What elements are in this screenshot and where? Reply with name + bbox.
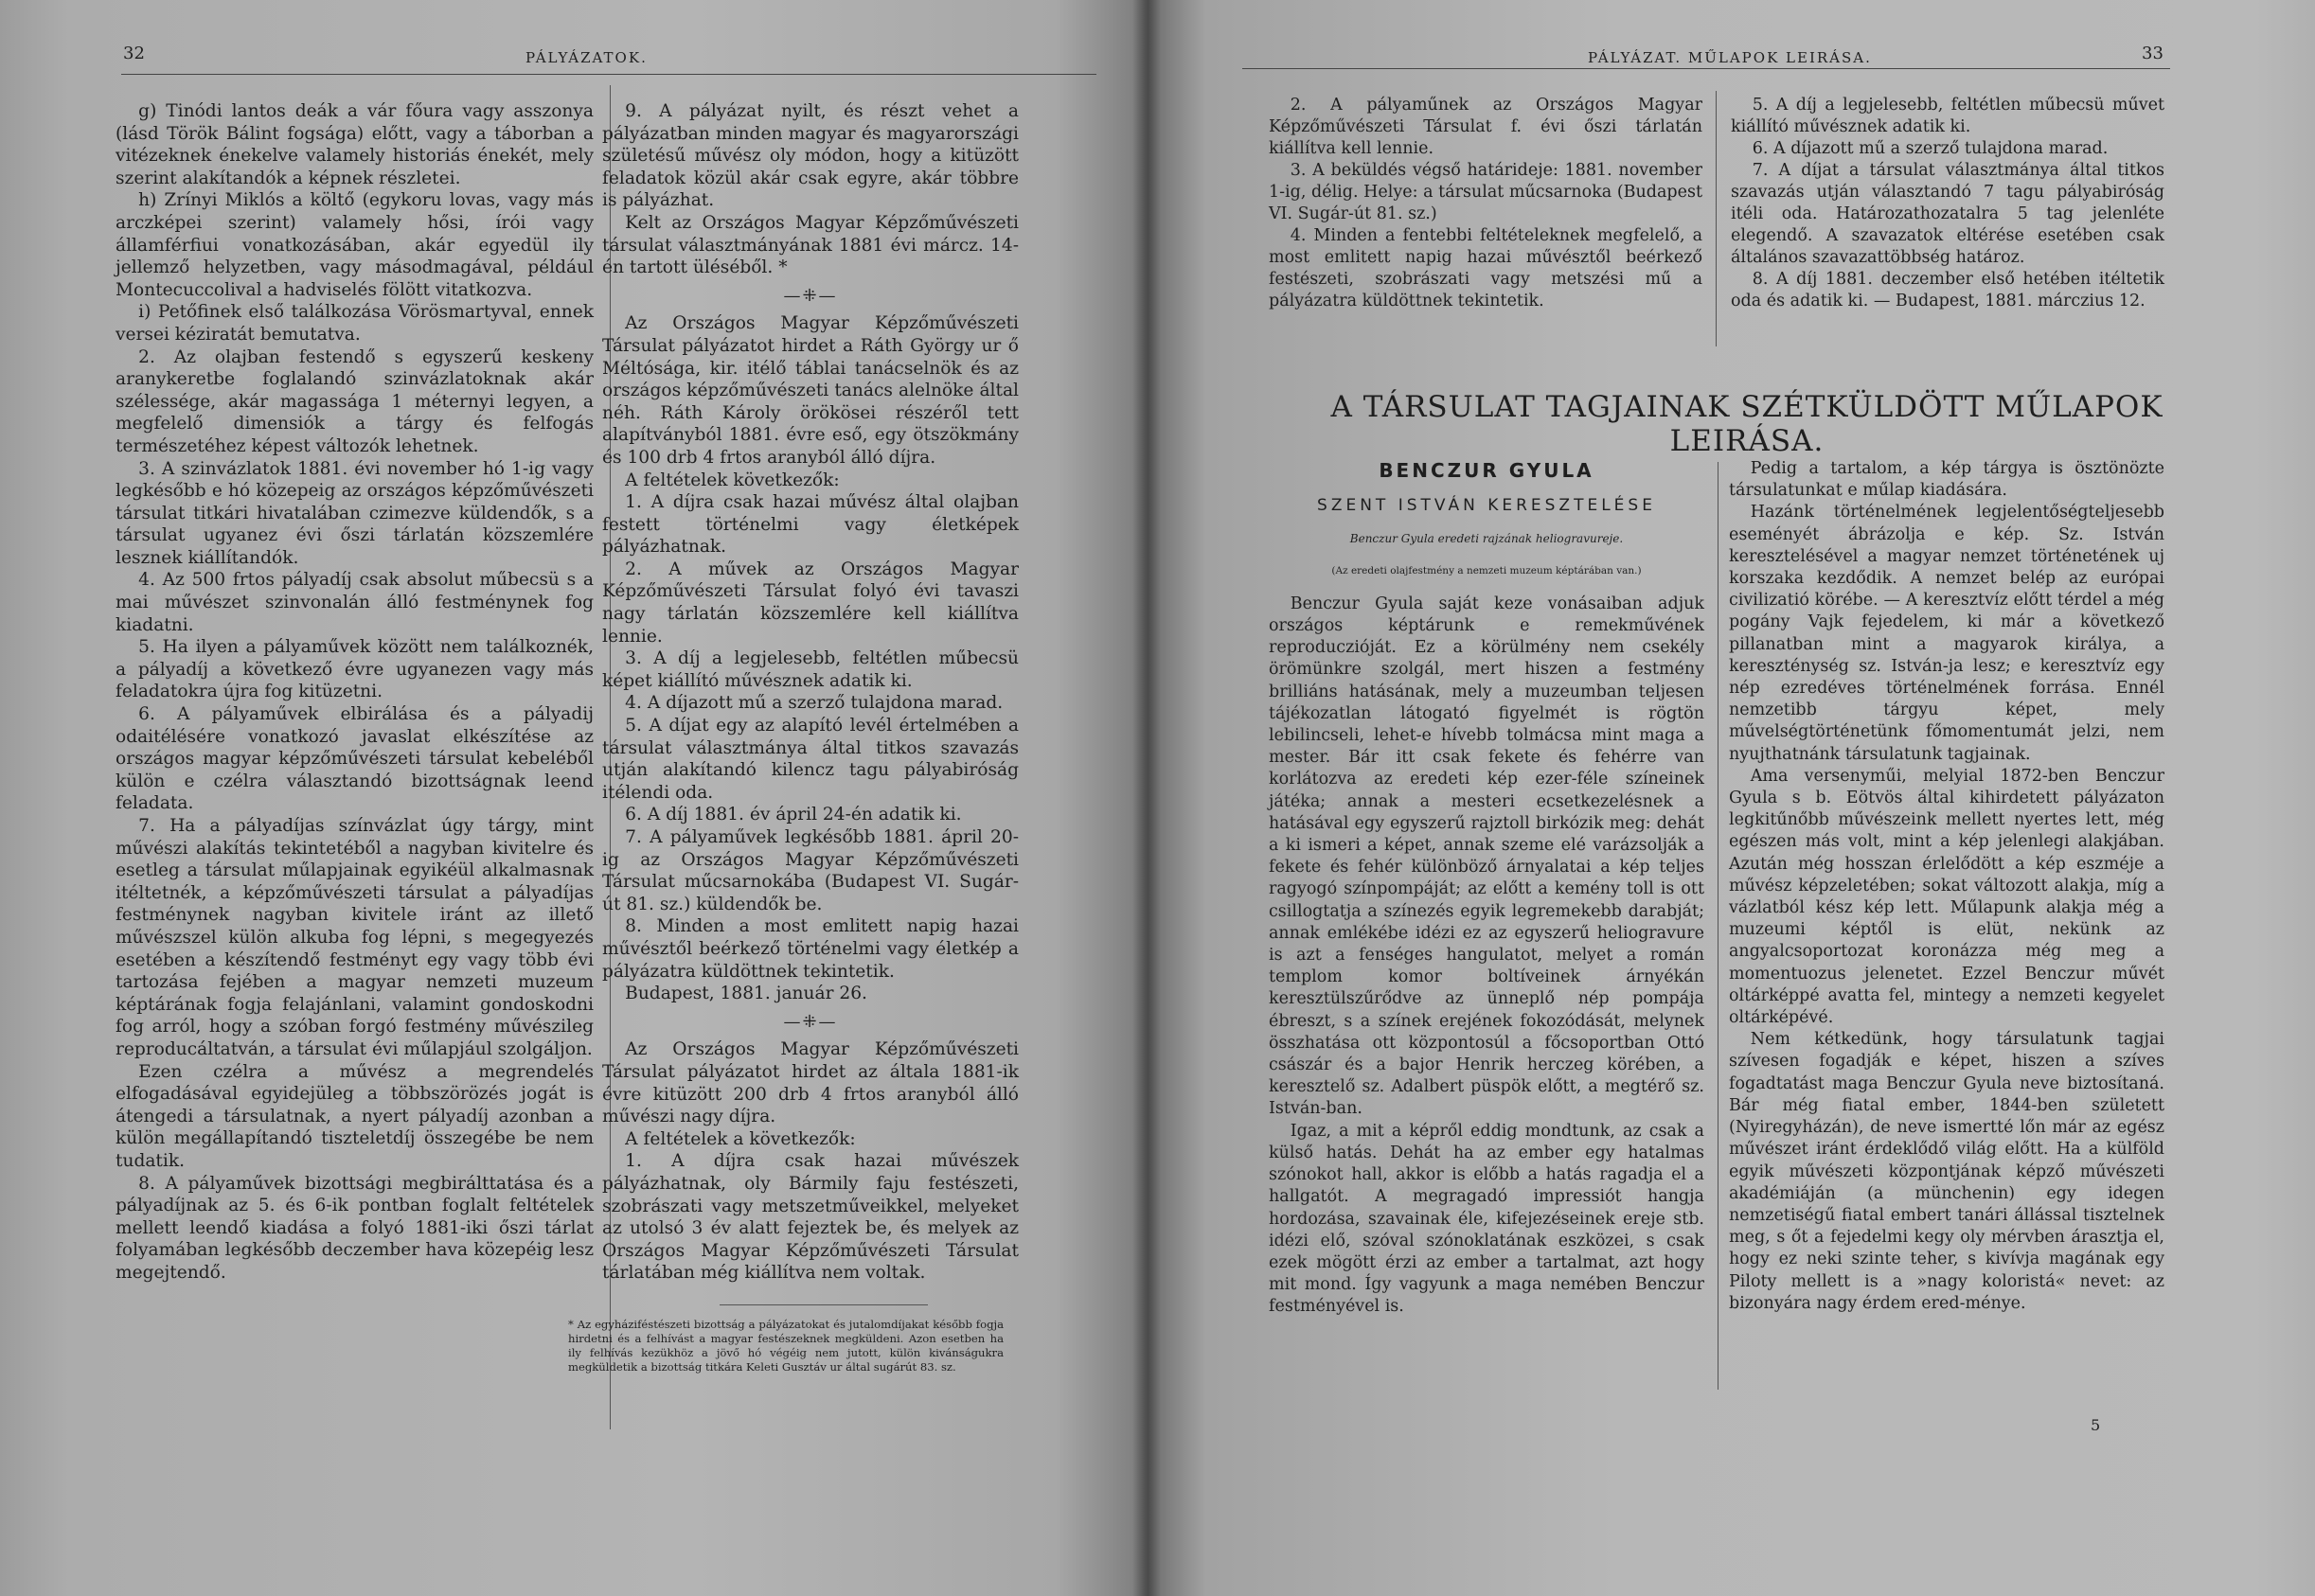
paragraph: Az Országos Magyar Képzőművészeti Társulat pályázatot hirdet a Ráth György ur ő Méltósága, kir. itélő táblai tanácselnök és az országos képzőművészeti tanács alelnöke által néh. Ráth Károly örökösei részéről tett alapítványból 1881. évre eső, egy ötszökmány és 100 drb 4 frtos aranyból álló díjra. <box>602 313 1019 468</box>
paragraph: i) Petőfinek első találkozása Vörösmartyval, ennek versei kéziratát bemutatva. <box>116 302 594 345</box>
paragraph: Kelt az Országos Magyar Képzőművészeti társulat választmányának 1881 évi márcz. 14-én tartott üléséből. * <box>602 212 1019 278</box>
paragraph: Hazánk történelmének legjelentőségteljesebb eseményét ábrázolja e kép. Sz. István keresztelésével a magyar nemzet történetének uj korszaka kezdődik. A nemzet belép az európai civilizatió körébe. — A keresztvíz előtt térdel a még pogány Vajk fejedelem, ki már a következő pillanatban mint a magyarok királya, a kereszténység sz. István-ja lesz; e keresztvíz egy nép ezredéves történelmének forrása. Ennél nemzetibb tárgyu képet, mely művelségtörténetünk főmomentumát jelzi, nem nyujthatnánk társulatunk tagjainak. <box>1729 503 2164 764</box>
plate-note: (Az eredeti olajfestmény a nemzeti muzeum képtárában van.) <box>1331 564 1642 576</box>
footnote: * Az egyháziféstészeti bizottság a pályázatokat és jutalomdíjakat később fogja hirdetni és a felhívást a magyar festészeknek megküldeni. Azon esetben ha ily felhívás kezükhöz a jövő hó végéig nem jutott, külön kivánságukra megküldetik a bizottság titkára Keleti Gusztáv ur által sugárút 83. sz. <box>568 1318 1004 1374</box>
plate-caption: Benczur Gyula eredeti rajzának heliogravureje. <box>1349 532 1624 546</box>
ornament: —⁜— <box>783 1011 838 1032</box>
paragraph: Ama versenyműi, melyial 1872-ben Benczur Gyula s b. Eötvös által kihirdetett pályázaton legkitűnőbb művészeink mellett nyertes lett, még egészen más volt, mint a kép jelenlegi alakjában. Azután még hosszan érlelődött a kép eszméje a művész képzeletében; sokat változott alakja, míg a vázlatból kész kép lett. Műlapunk alakja még a muzeumi képtől is elüt, nekünk az angyalcsoportozat koronázza még meg a momentuozus jelenetet. Ezzel Benczur művét oltárképpé avatta fel, mintegy a nemzeti kegyelet oltárképévé. <box>1729 766 2164 1028</box>
article-right-column <box>1729 458 2164 1315</box>
paragraph: 7. A pályaművek legkésőbb 1881. ápril 20-ig az Országos Magyar Képzőművészeti Társulat műcsarnokába (Budapest VI. Sugár-út 81. sz.) küldendők be. <box>602 827 1019 914</box>
left-page <box>0 0 1148 1596</box>
header-rule <box>121 74 1096 75</box>
artwork-title: SZENT ISTVÁN KERESZTELÉSE <box>1317 496 1656 516</box>
paragraph: 2. A pályaműnek az Országos Magyar Képzőművészeti Társulat f. évi őszi tárlatán kiállítva kell lennie. <box>1269 96 1702 158</box>
section-title: A TÁRSULAT TAGJAINAK SZÉTKÜLDÖTT MŰLAPOK LEIRÁSA. <box>1330 390 2164 458</box>
paragraph: 6. A díj 1881. év ápril 24-én adatik ki. <box>625 805 962 825</box>
paragraph: 4. Az 500 frtos pályadíj csak absolut műbecsü s a mai művészet szinvonalán álló festménynek fog kiadatni. <box>116 570 594 635</box>
paragraph: h) Zrínyi Miklós a költő (egykoru lovas, vagy más arczképei szerint) valamely hősi, írói vagy államférfiui vonatkozásában, akár egyedül ily jellemző helyzetben, vagy másodmagával, például Montecuccolival a hadviselés fölött vitatkozva. <box>116 190 594 300</box>
book-gutter <box>1132 0 1161 1596</box>
left-column-1 <box>116 100 594 1284</box>
paragraph: 8. Minden a most emlitett napig hazai művésztől beérkező történelmi vagy életkép a pályázatra küldöttnek tekintetik. <box>602 916 1019 982</box>
paragraph: A feltételek a következők: <box>625 1128 856 1149</box>
paragraph: Az Országos Magyar Képzőművészeti Társulat pályázatot hirdet az általa 1881-ik évre kitüzött 200 drb 4 frtos aranyból álló művészi nagy díjra. <box>602 1039 1019 1127</box>
page-number: 33 <box>2142 44 2164 63</box>
footnote-rule <box>720 1304 928 1305</box>
running-head: PÁLYÁZATOK. <box>525 49 648 66</box>
paragraph: 7. Ha a pályadíjas színvázlat úgy tárgy, mint művészi alakítás tekintetéből a nagyban kivitelre és esetleg a társulat műlapjainak egyikéül alkalmasnak itéltetnék, a képzőművészeti társulat a pályadíjas festménynek nagyban kivitele iránt az illető művészszel külön alkuba fog lépni, s megegyezés esetében a készítendő festményt egy vagy több évi tartozása fejében a magyar nemzeti muzeum képtárának fogja felajánlani, valamint gondoskodni fog arról, hogy a szóban forgó festmény művészileg reproducáltatván, a társulat évi műlapjául szolgáljon. <box>116 816 594 1059</box>
left-column-2 <box>602 100 1019 1285</box>
paragraph: Igaz, a mit a képről eddig mondtunk, az csak a külső hatás. Dehát ha az ember egy hatalmas szónokot hall, akkor is előbb a hatás ragadja el a hallgatót. A megragadó impressiót hangja hordozása, szavainak éle, kifejezéseinek ereje stb. idézi elő, szóval szónoklatának eszközei, s csak ezek mögött érzi az ember a tartalmat, azt hogy mit mond. Így vagyunk a maga nemében Benczur festményével is. <box>1269 1121 1704 1317</box>
paragraph: Budapest, 1881. január 26. <box>625 984 867 1004</box>
paragraph: 6. A pályaművek elbirálása és a pályadij odaitélésére vonatkozó javaslat elkészítése az országos magyar képzőművészeti társulat kebeléből külön e czélra választandó bizottságnak leend feladata. <box>116 704 594 814</box>
paragraph: A feltételek következők: <box>625 470 840 490</box>
paragraph: 3. A beküldés végső határideje: 1881. november 1-ig, délig. Helye: a társulat műcsarnoka (Budapest VI. Sugár-út 81. sz.) <box>1269 161 1702 223</box>
paragraph: 1. A díjra csak hazai művész által olajban festett történelmi vagy életképek pályázhatnak. <box>602 492 1019 558</box>
conditions-left <box>1269 95 1702 312</box>
column-rule <box>1716 91 1717 346</box>
paragraph: 5. Ha ilyen a pályaművek között nem találkoznék, a pályadíj a következő évre ugyanezen vagy más feladatokra újra fog kitüzetni. <box>116 637 594 702</box>
paragraph: 8. A díj 1881. deczember első hetében itéltetik oda és adatik ki. — Budapest, 1881. márczius 12. <box>1731 270 2164 310</box>
paragraph: Benczur Gyula saját keze vonásaiban adjuk országos képtárunk e remekművének reproduczióját. Ez a körülmény nem csekély örömünkre szolgál, mert hiszen a festmény brilliáns hatásának, mely a muzeumban teljesen tájékozatlan látogató figyelmét is rögtön lebilincseli, lehet-e hívebb tolmácsa mint maga a mester. Bár itt csak fekete és fehérre van korlátozva az eredeti kép ezer-féle színeinek játéka; annak a mesteri ecsetkezelésnek a hatásával egy egyszerű rajztoll birkózik meg: dehát a ki ismeri a képet, annak szeme elé varázsolják a fekete és fehér különböző árnyalatai a kép teljes ragyogó színpompáját; az előtt a kemény toll is ott csillogtatja a színezés egyik legremekebb darabját; annak emlékébe idézi ez az egyszerű heliogravure is azt a fenséges hangulatot, melyet a román templom komor boltíveinek árnyékán keresztülszűrődve az ünneplő nép pompája ébreszt, s a színek erejének fokozódását, melynek összhatása ott központosúl a főcsoportban Ottó császár és a bajor Henrik herczeg körében, a keresztelő sz. Adalbert püspök előtt, a megtérő sz. István-ban. <box>1269 594 1704 1119</box>
conditions-right <box>1731 95 2164 312</box>
paragraph: 2. A művek az Országos Magyar Képzőművészeti Társulat folyó évi tavaszi nagy tárlatán közszemlére kell kiállítva lennie. <box>602 559 1019 647</box>
header-rule <box>1242 68 2170 69</box>
paragraph: 4. Minden a fentebbi feltételeknek megfelelő, a most emlitett napig hazai művésztől beérkező festészeti, szobrászati vagy metszési mű a pályázatra küldöttnek tekintetik. <box>1269 226 1702 310</box>
paragraph: Ezen czélra a művész a megrendelés elfogadásával egyidejüleg a többszörözés jogát is átengedi a társulatnak, a nyert pályadíj azonban a külön megállapítandó tiszteletdíj összegébe be nem tudatik. <box>116 1061 594 1171</box>
running-head: PÁLYÁZAT. MŰLAPOK LEIRÁSA. <box>1588 49 1872 66</box>
paragraph: Nem kétkedünk, hogy társulatunk tagjai szívesen fogadják e képet, hiszen a szíves fogadtatást maga Benczur Gyula neve biztosítaná. Bár még fiatal ember, 1844-ben született (Nyiregyházán), de neve ismertté lőn már az egész művészet iránt érdeklődő világ előtt. Ha a külföld egyik művészeti központjának képző művészeti akadémiáján (a münchenin) egy idegen nemzetiségű fiatal embert tanári állással tisztelnek meg, s őt a fejedelmi kegy oly mérvben árasztja el, hogy ez neki szinte teher, s kivívja magának egy Piloty mellett is a »nagy koloristá« nevet: az bizonyára nagy érdem ered-ménye. <box>1729 1030 2164 1313</box>
paragraph: 3. A díj a legjelesebb, feltétlen műbecsü képet kiállító művésznek adatik ki. <box>602 648 1019 691</box>
paragraph: 7. A díjat a társulat választmánya által titkos szavazás utján választandó 7 tagu pályabiróság itéli oda. Határozathozatalra 5 tag jelenléte elegendő. A szavazatok eltérése esetében csak általános szavazattöbbség határoz. <box>1731 161 2164 267</box>
page-number: 32 <box>123 44 145 63</box>
paragraph: 9. A pályázat nyilt, és részt vehet a pályázatban minden magyar és magyarországi születésű művész oly módon, hogy a kitüzött feladatok közül akár csak egyre, akár többre is pályázhat. <box>602 101 1019 211</box>
paragraph: 5. A díjat egy az alapító levél értelmében a társulat választmánya által titkos szavazás utján alakítandó kilencz tagu pályabiróság itélendi oda. <box>602 716 1019 803</box>
paragraph: 4. A díjazott mű a szerző tulajdona marad. <box>625 693 1004 714</box>
paragraph: 6. A díjazott mű a szerző tulajdona marad. <box>1752 139 2109 158</box>
artist-name: BENCZUR GYULA <box>1379 459 1594 482</box>
paragraph: g) Tinódi lantos deák a vár főura vagy asszonya (lásd Török Bálint fogsága) előtt, vagy a táborban a vitézeknek énekelve valamely historiás énekét, mely szerint alakítandók a képnek részletei. <box>116 101 594 188</box>
paragraph: 5. A díj a legjelesebb, feltétlen műbecsü művet kiállító művésznek adatik ki. <box>1731 96 2164 136</box>
plate-number: 5 <box>2091 1416 2101 1434</box>
paragraph: 1. A díjra csak hazai művészek pályázhatnak, oly Bármily faju festészeti, szobrászati vagy metszetműveikkel, melyeket az utolsó 3 év alatt fejeztek be, és melyek az Országos Magyar Képzőművészeti Társulat tárlatában még kiállítva nem voltak. <box>602 1151 1019 1284</box>
paragraph: 3. A szinvázlatok 1881. évi november hó 1-ig vagy legkésőbb e hó közepeig az országos képzőművészeti társulat titkári hivatalában czimezve küldendők, s a társulat ugyanez évi őszi tárlatán közszemlére lesznek kiállítandók. <box>116 458 594 568</box>
article-left-column <box>1269 454 1704 1319</box>
ornament: —⁜— <box>783 285 838 306</box>
paragraph: 8. A pályaművek bizottsági megbirálttatása és a pályadíjnak az 5. és 6-ik pontban foglalt feltételek mellett leendő kiadása a folyó 1881-iki őszi tárlat folyamában legkésőbb deczember hava közepéig lesz megejtendő. <box>116 1173 594 1283</box>
paragraph: 2. Az olajban festendő s egyszerű keskeny aranykeretbe foglalandó szinvázlatoknak akár szélessége, akár magassága 1 méternyi legyen, a megfelelő dimensiók a tárgy és felfogás természetéhez képest változók lehetnek. <box>116 346 594 456</box>
paragraph: Pedig a tartalom, a kép tárgya is ösztönözte társulatunkat e műlap kiadására. <box>1729 459 2164 501</box>
